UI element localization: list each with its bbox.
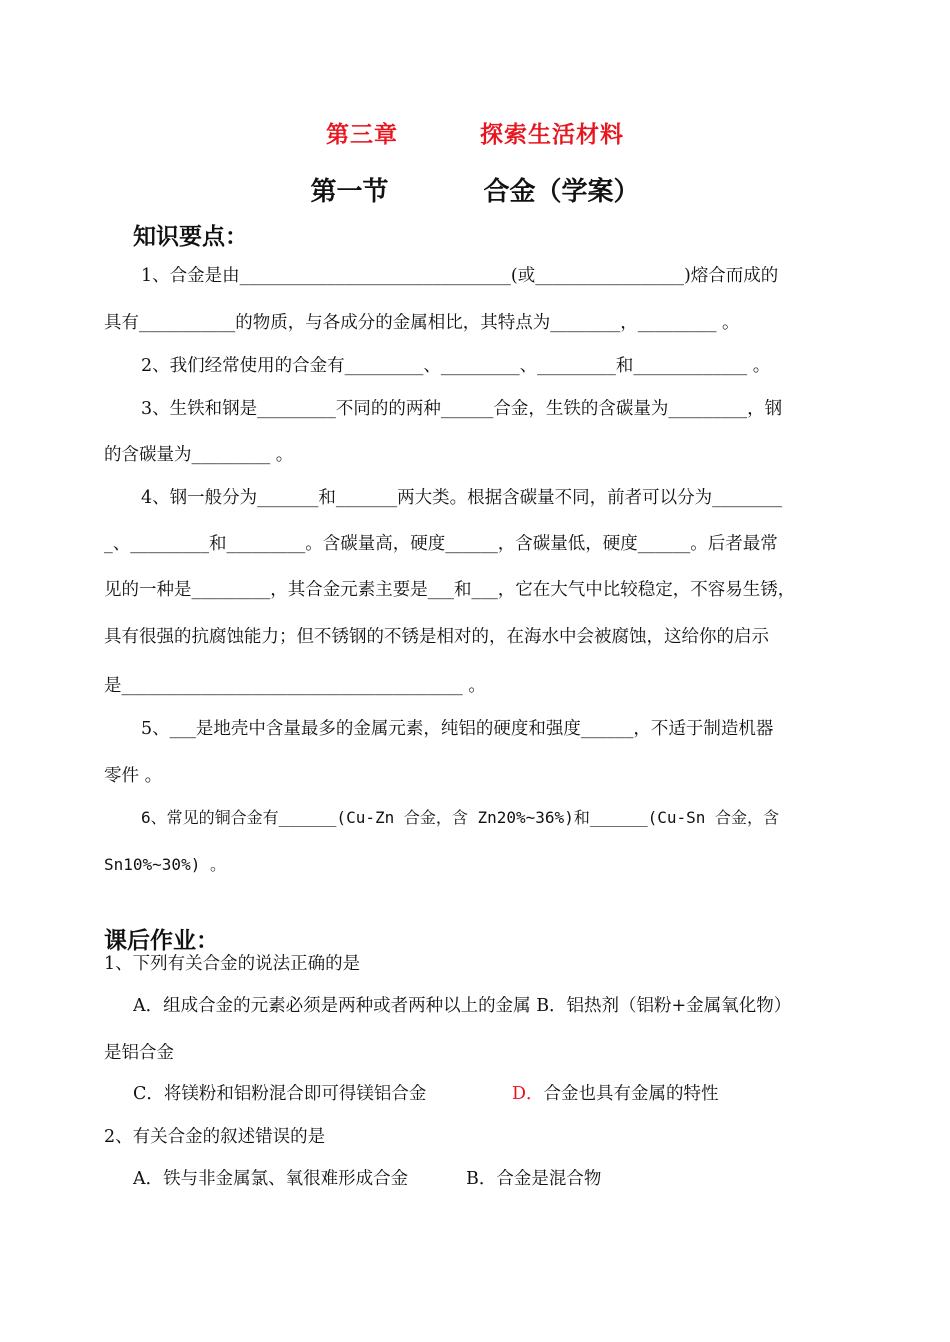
chapter-number: 第三章 [326, 121, 398, 148]
knowledge-line: Sn10%~30%) 。 [104, 855, 226, 874]
section-title [0, 171, 950, 208]
knowledge-line: 零件 。 [104, 766, 163, 786]
question-1-stem: 1、下列有关合金的说法正确的是 [104, 954, 361, 974]
question-1-option-a-cont: 是铝合金 [104, 1043, 174, 1063]
knowledge-line: 具有___________的物质，与各成分的金属相比，其特点为________，_________ 。 [104, 313, 740, 333]
section-number: 第一节 [310, 177, 389, 207]
question-2-option-b: B．合金是混合物 [466, 1169, 602, 1189]
option-d-text: 合金也具有金属的特性 [543, 1084, 719, 1104]
knowledge-line: 1、合金是由_______________________________(或_________________)熔合而成的 [141, 266, 779, 286]
question-1-option-c: C．将镁粉和铝粉混合即可得镁铝合金 [133, 1084, 427, 1104]
chapter-subject: 探索生活材料 [480, 121, 624, 148]
section-subject: 合金（学案） [483, 177, 640, 207]
question-2-option-a: A．铁与非金属氯、氧很难形成合金 [133, 1169, 409, 1189]
knowledge-heading: 知识要点： [133, 223, 248, 250]
question-2-stem: 2、有关合金的叙述错误的是 [104, 1127, 326, 1147]
chapter-title [0, 116, 950, 149]
knowledge-line: 的含碳量为_________ 。 [104, 445, 294, 465]
question-1-option-a: A．组成合金的元素必须是两种或者两种以上的金属 B．铝热剂（铝粉+金属氧化物） [133, 996, 792, 1016]
knowledge-line: 5、___是地壳中含量最多的金属元素，纯铝的硬度和强度______，不适于制造机器 [141, 719, 774, 739]
homework-heading: 课后作业： [104, 927, 219, 954]
knowledge-line: _、_________和_________。含碳量高，硬度______，含碳量低，硬度______。后者最常 [104, 534, 778, 554]
knowledge-line: 具有很强的抗腐蚀能力；但不锈钢的不锈是相对的，在海水中会被腐蚀，这给你的启示 [104, 627, 769, 647]
knowledge-line: 4、钢一般分为_______和_______两大类。根据含碳量不同，前者可以分为________ [141, 488, 783, 508]
option-d-letter: D． [512, 1084, 544, 1104]
knowledge-line: 是_______________________________________ 。 [104, 676, 486, 696]
knowledge-line: 见的一种是_________，其合金元素主要是___和___，它在大气中比较稳定，不容易生锈， [104, 580, 796, 600]
knowledge-line: 6、常见的铜合金有______(Cu-Zn 合金，含 Zn20%~36%)和______(Cu-Sn 合金，含 [141, 808, 780, 827]
question-1-option-d [512, 1082, 812, 1106]
knowledge-line: 2、我们经常使用的合金有_________、_________、_________和_____________ 。 [141, 356, 771, 376]
knowledge-line: 3、生铁和钢是_________不同的的两种______合金，生铁的含碳量为_________，钢 [141, 399, 783, 419]
